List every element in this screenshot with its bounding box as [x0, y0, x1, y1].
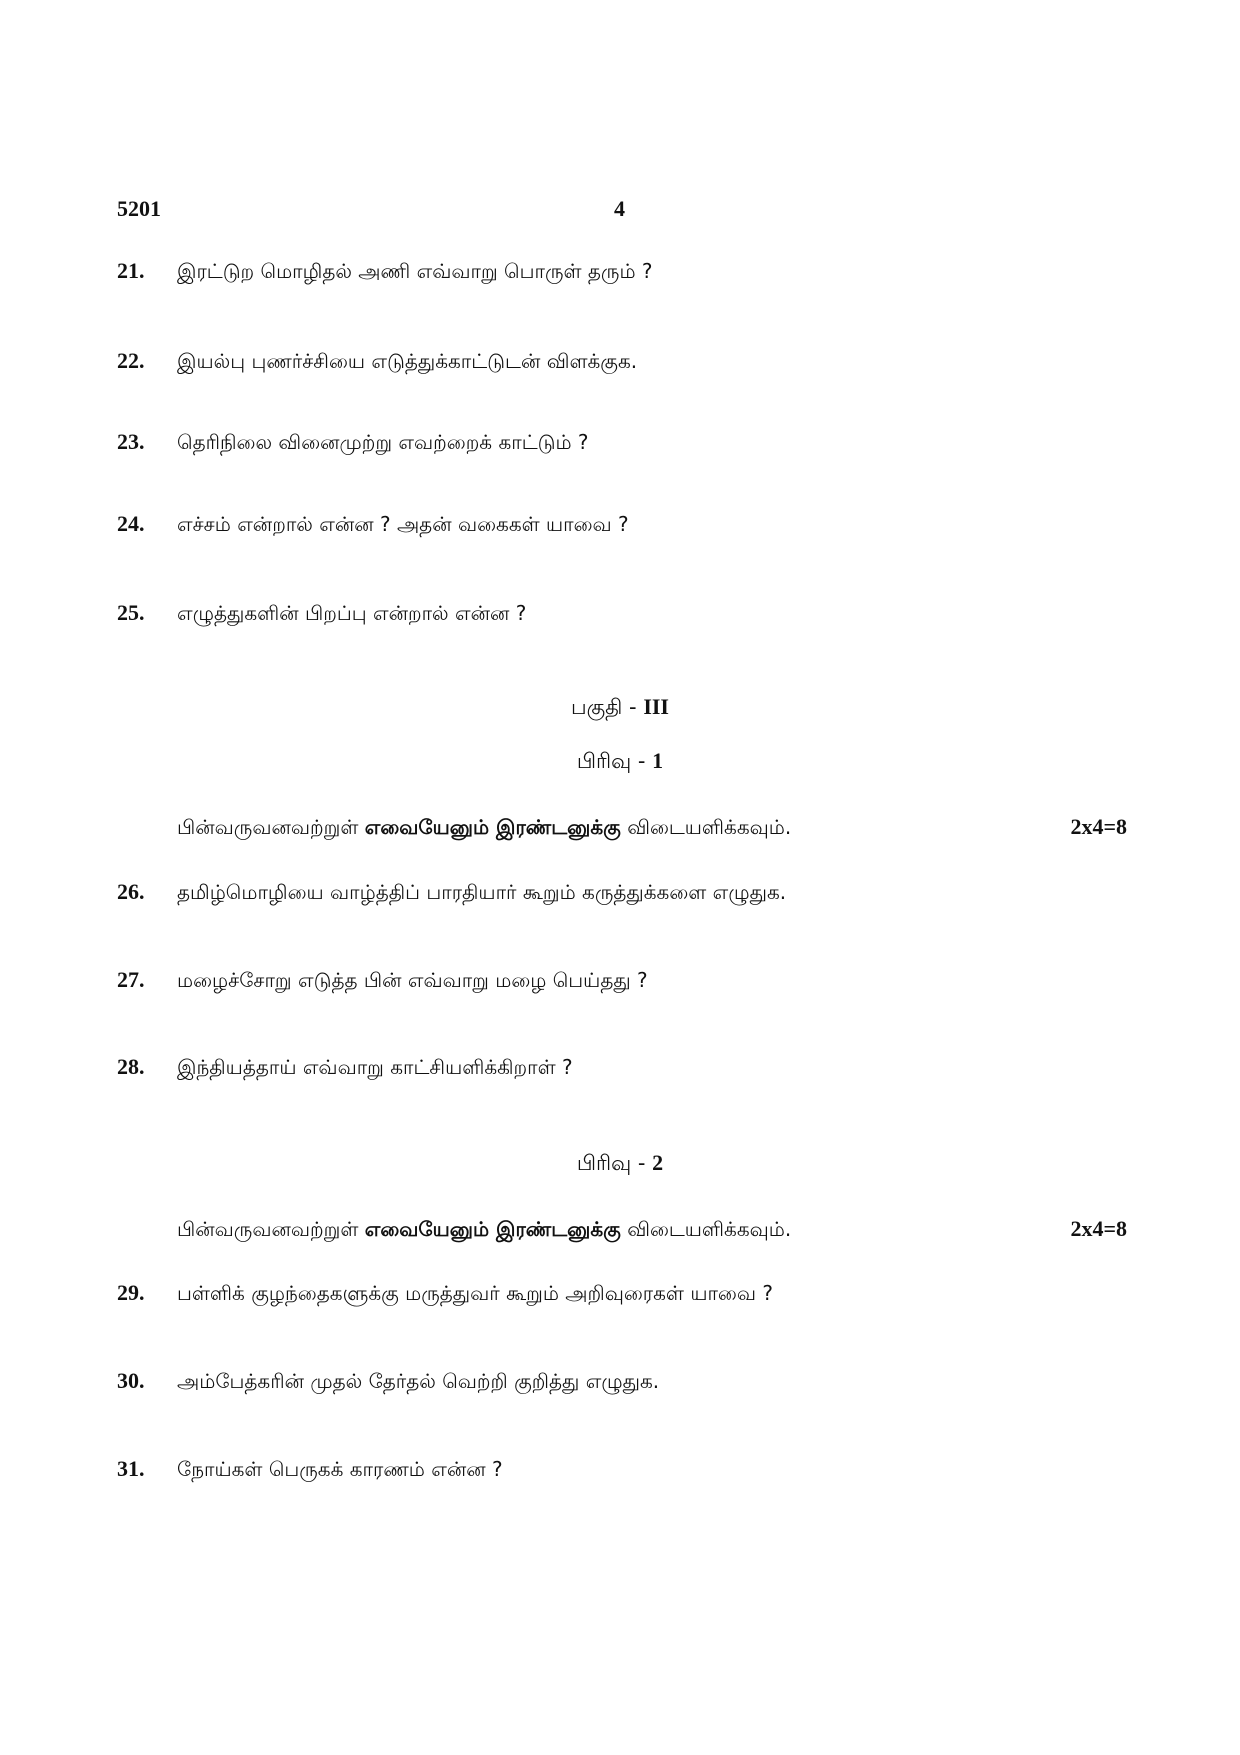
instruction-bold: எவையேனும் இரண்டனுக்கு [364, 1217, 621, 1241]
question-29 [117, 1280, 1127, 1308]
question-number: 23. [117, 429, 145, 454]
question-31 [117, 1456, 1127, 1484]
question-number: 25. [117, 600, 145, 625]
question-number: 26. [117, 879, 145, 904]
question-number: 31. [117, 1456, 145, 1481]
question-text: இந்தியத்தாய் எவ்வாறு காட்சியளிக்கிறாள் ? [177, 1055, 573, 1079]
section-dash: - [637, 749, 646, 773]
question-number: 22. [117, 348, 145, 373]
instruction-text [177, 815, 791, 842]
question-text: பள்ளிக் குழந்தைகளுக்கு மருத்துவர் கூறும் அறிவுரைகள் யாவை ? [177, 1281, 773, 1305]
instruction-post: விடையளிக்கவும். [627, 1217, 792, 1241]
question-30 [117, 1368, 1127, 1396]
paper-code: 5201 [117, 196, 161, 221]
question-number: 29. [117, 1280, 145, 1305]
section-label: பிரிவு [576, 1151, 632, 1175]
question-26 [117, 879, 1127, 907]
part-heading [0, 694, 1240, 722]
question-text: தமிழ்மொழியை வாழ்த்திப் பாரதியார் கூறும் கருத்துக்களை எழுதுக. [177, 880, 787, 904]
question-number: 27. [117, 967, 145, 992]
question-21 [117, 258, 1127, 286]
question-text: தெரிநிலை வினைமுற்று எவற்றைக் காட்டும் ? [177, 430, 589, 454]
section-1-instruction [177, 814, 1127, 842]
section-2-instruction [177, 1216, 1127, 1244]
question-text: எழுத்துகளின் பிறப்பு என்றால் என்ன ? [177, 601, 527, 625]
section-number: 1 [652, 748, 664, 773]
section-1-heading [0, 748, 1240, 776]
instruction-post: விடையளிக்கவும். [627, 815, 792, 839]
question-number: 30. [117, 1368, 145, 1393]
question-28 [117, 1054, 1127, 1082]
question-25 [117, 600, 1127, 628]
question-text: நோய்கள் பெருகக் காரணம் என்ன ? [177, 1457, 503, 1481]
question-text: எச்சம் என்றால் என்ன ? அதன் வகைகள் யாவை ? [177, 512, 629, 536]
part-dash: - [629, 695, 637, 719]
instruction-bold: எவையேனும் இரண்டனுக்கு [364, 815, 621, 839]
question-24 [117, 511, 1127, 539]
section-number: 2 [652, 1150, 664, 1175]
question-text: இரட்டுற மொழிதல் அணி எவ்வாறு பொருள் தரும் ? [177, 259, 653, 283]
part-label: பகுதி [570, 695, 623, 719]
page-number: 4 [614, 196, 625, 221]
instruction-text [177, 1217, 791, 1244]
question-23 [117, 429, 1127, 457]
section-label: பிரிவு [576, 749, 632, 773]
question-text: அம்பேத்கரின் முதல் தேர்தல் வெற்றி குறித்து எழுதுக. [177, 1369, 660, 1393]
question-number: 24. [117, 511, 145, 536]
section-dash: - [637, 1151, 646, 1175]
instruction-pre: பின்வருவனவற்றுள் [177, 815, 359, 839]
question-27 [117, 967, 1127, 995]
question-number: 28. [117, 1054, 145, 1079]
question-22 [117, 348, 1127, 376]
question-text: மழைச்சோறு எடுத்த பின் எவ்வாறு மழை பெய்தது ? [177, 968, 648, 992]
section-2-heading [0, 1150, 1240, 1178]
instruction-pre: பின்வருவனவற்றுள் [177, 1217, 359, 1241]
question-text: இயல்பு புணர்ச்சியை எடுத்துக்காட்டுடன் விளக்குக. [177, 349, 638, 373]
question-number: 21. [117, 258, 145, 283]
marks-label: 2x4=8 [1070, 814, 1127, 839]
part-roman: III [643, 694, 669, 719]
marks-label: 2x4=8 [1070, 1216, 1127, 1241]
